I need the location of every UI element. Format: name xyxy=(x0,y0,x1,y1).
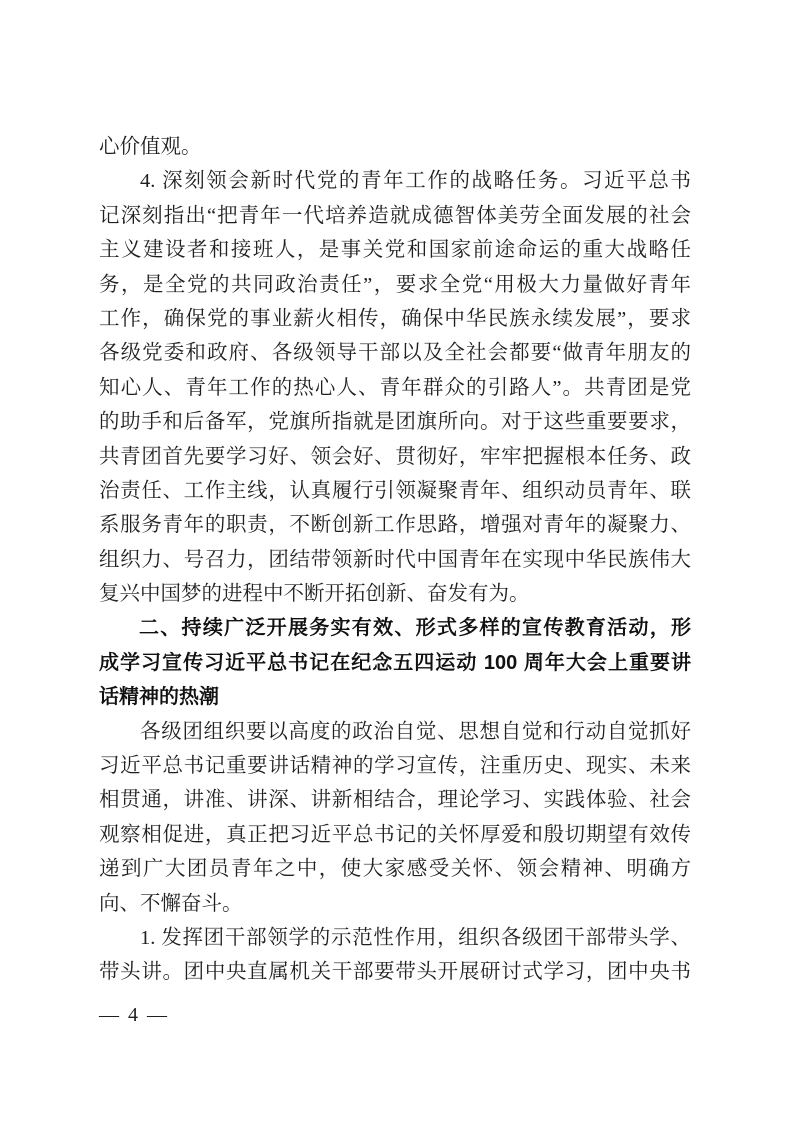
section-heading-line: 二、持续广泛开展务实有效、形式多样的宣传教育活动，形 xyxy=(139,617,691,640)
section-heading-line: 话精神的热潮 xyxy=(99,686,219,709)
text-line: 系服务青年的职责，不断创新工作思路，增强对青年的凝聚力、 xyxy=(99,514,691,537)
text-line: 复兴中国梦的进程中不断开拓创新、奋发有为。 xyxy=(99,583,530,606)
text-line: 的助手和后备军，党旗所指就是团旗所向。对于这些重要要求， xyxy=(99,411,691,434)
text-line: 各级党委和政府、各级领导干部以及全社会都要“做青年朋友的 xyxy=(99,342,691,365)
page-number: — 4 — xyxy=(99,1004,169,1026)
text-line: 1. 发挥团干部领学的示范性作用，组织各级团干部带头学、 xyxy=(140,926,691,949)
text-line: 记深刻指出“把青年一代培养造就成德智体美劳全面发展的社会 xyxy=(99,204,691,227)
text-line: 相贯通，讲准、讲深、讲新相结合，理论学习、实践体验、社会 xyxy=(99,789,691,812)
text-line: 务，是全党的共同政治责任”，要求全党“用极大力量做好青年 xyxy=(99,273,691,296)
text-line: 向、不懈奋斗。 xyxy=(99,892,243,915)
text-line: 共青团首先要学习好、领会好、贯彻好，牢牢把握根本任务、政 xyxy=(99,445,691,468)
text-line: 习近平总书记重要讲话精神的学习宣传，注重历史、现实、未来 xyxy=(99,755,691,778)
text-line: 知心人、青年工作的热心人、青年群众的引路人”。共青团是党 xyxy=(99,376,691,399)
text-line: 工作，确保党的事业薪火相传，确保中华民族永续发展”，要求 xyxy=(99,307,691,330)
text-line: 心价值观。 xyxy=(99,136,202,158)
text-line: 主义建设者和接班人，是事关党和国家前途命运的重大战略任 xyxy=(99,239,691,262)
text-line: 带头讲。团中央直属机关干部要带头开展研讨式学习，团中央书 xyxy=(99,961,691,984)
text-line: 治责任、工作主线，认真履行引领凝聚青年、组织动员青年、联 xyxy=(99,479,691,502)
text-line: 递到广大团员青年之中，使大家感受关怀、领会精神、明确方 xyxy=(99,858,691,881)
document-body xyxy=(99,130,691,990)
section-heading-line: 成学习宣传习近平总书记在纪念五四运动 100 周年大会上重要讲 xyxy=(99,651,691,674)
text-line: 组织力、号召力，团结带领新时代中国青年在实现中华民族伟大 xyxy=(99,548,691,571)
text-line: 各级团组织要以高度的政治自觉、思想自觉和行动自觉抓好 xyxy=(140,720,691,743)
text-line: 观察相促进，真正把习近平总书记的关怀厚爱和殷切期望有效传 xyxy=(99,823,691,846)
text-line: 4. 深刻领会新时代党的青年工作的战略任务。习近平总书 xyxy=(140,170,691,193)
